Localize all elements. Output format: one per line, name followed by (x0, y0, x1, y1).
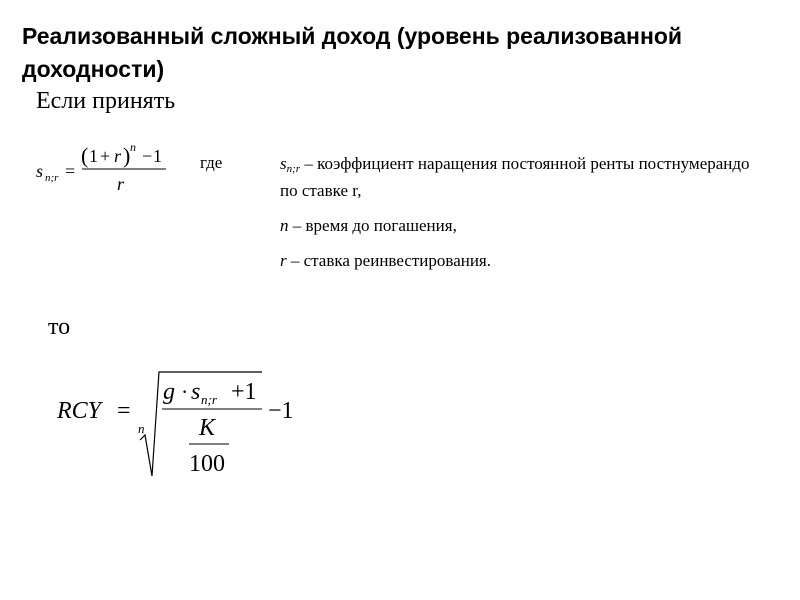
slide-title: Реализованный сложный доход (уровень реализованной доходности) (22, 23, 683, 82)
then-text: то (48, 314, 71, 340)
f1-exp-n: n (130, 140, 136, 154)
f1-plus: + (100, 146, 111, 166)
f2-dot: · (181, 379, 189, 404)
f1-open-paren: ( (81, 143, 89, 168)
f2-s-sub: n;r (201, 392, 217, 407)
intro-text: Если принять (36, 88, 176, 114)
f1-lhs-sub: n;r (45, 172, 59, 184)
f1-den-r: r (117, 174, 125, 194)
f1-minus: − (142, 146, 153, 166)
f1-one: 1 (89, 146, 98, 166)
f2-equals: = (117, 398, 131, 424)
where-label: где (200, 153, 223, 172)
f2-minus-one: −1 (268, 398, 294, 424)
f2-plus-one: +1 (231, 379, 257, 405)
def-symbol: n (280, 216, 289, 235)
f1-equals: = (65, 161, 76, 181)
f2-root-index: n (138, 421, 145, 436)
f2-g: g (163, 379, 175, 405)
f1-r: r (114, 146, 122, 166)
f2-s: s (191, 379, 201, 405)
f1-lhs-symbol: s (36, 161, 44, 181)
f2-hundred: 100 (189, 451, 225, 477)
def-symbol: s (280, 154, 287, 173)
def-text: – время до погашения, (288, 216, 457, 235)
f1-one2: 1 (153, 146, 162, 166)
f1-close-paren: ) (123, 143, 131, 168)
f2-lhs: RCY (57, 398, 102, 424)
def-text: – коэффициент наращения постоянной ренты постнумерандо по ставке r, (280, 154, 750, 200)
def-symbol: r (280, 251, 287, 270)
def-text: – ставка реинвестирования. (286, 251, 491, 270)
def-sub: n;r (286, 163, 301, 175)
f2-k: K (199, 415, 216, 441)
